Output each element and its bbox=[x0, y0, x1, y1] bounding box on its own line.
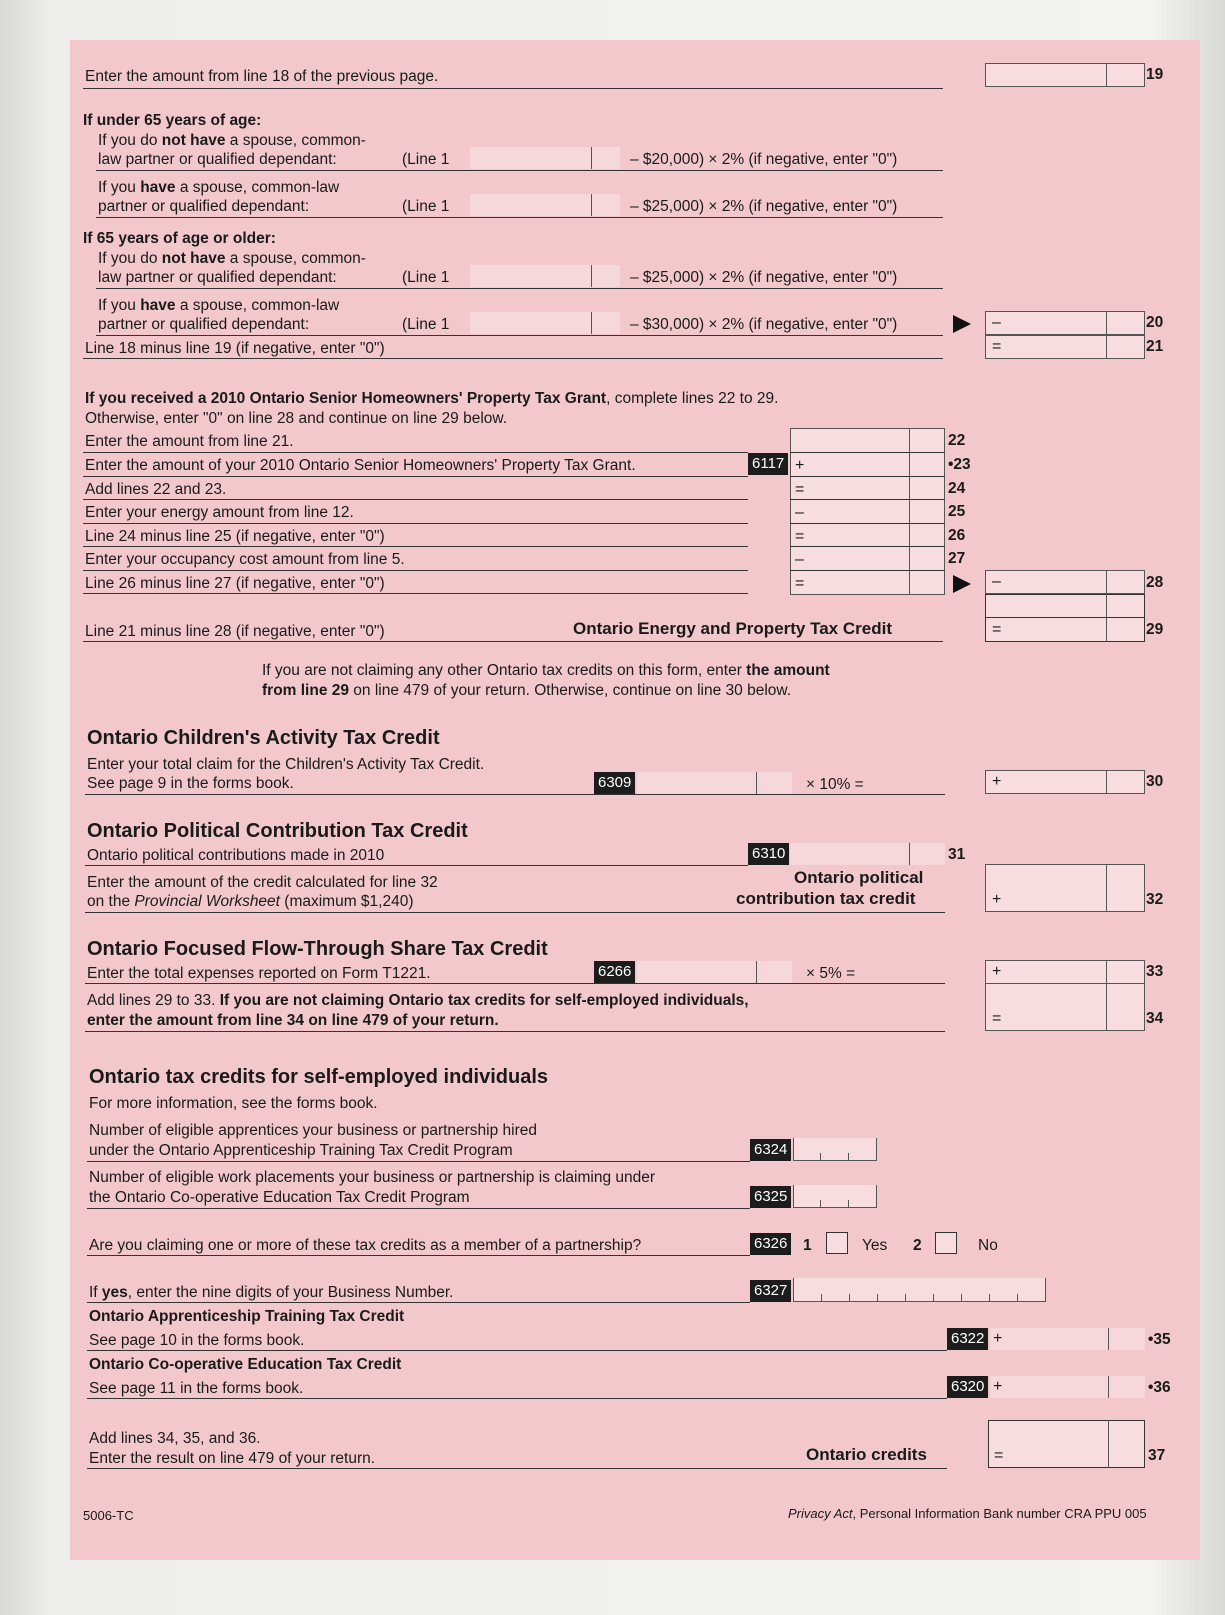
line-34-label-line1: Add lines 29 to 33. If you are not claiming Ontario tax credits for self-employed individuals, bbox=[87, 992, 749, 1009]
equals-sign: = bbox=[992, 338, 1002, 355]
business-number-field[interactable] bbox=[793, 1278, 1046, 1302]
equals-sign: = bbox=[994, 1447, 1004, 1464]
over65-nospouse-line2: law partner or qualified dependant: bbox=[98, 269, 337, 286]
over65-spouse-line2: partner or qualified dependant: bbox=[98, 316, 310, 333]
code-6310: 6310 bbox=[748, 843, 789, 865]
line-37-field[interactable] bbox=[988, 1420, 1145, 1468]
code-6324: 6324 bbox=[750, 1139, 791, 1161]
line-35-number: •35 bbox=[1148, 1331, 1171, 1348]
line-29-note-line1: If you are not claiming any other Ontario tax credits on this form, enter the amount bbox=[262, 662, 830, 679]
line-32-label-line1: Enter the amount of the credit calculated for line 32 bbox=[87, 874, 438, 891]
no-checkbox[interactable] bbox=[935, 1232, 957, 1254]
under65-nospouse-line1: If you do not have a spouse, common- bbox=[98, 132, 366, 149]
line-24-label: Add lines 22 and 23. bbox=[85, 481, 227, 498]
self-employed-heading: Ontario tax credits for self-employed individuals bbox=[89, 1066, 548, 1088]
line-36-field[interactable] bbox=[990, 1376, 1145, 1398]
line-27-label: Enter your occupancy cost amount from line 5. bbox=[85, 551, 405, 568]
under65-spouse-paren: (Line 1 bbox=[402, 198, 450, 215]
line-24-sign: = bbox=[795, 481, 805, 498]
political-credit-title-2: contribution tax credit bbox=[736, 889, 916, 908]
plus-sign: + bbox=[992, 891, 1002, 908]
plus-sign: + bbox=[993, 1330, 1003, 1347]
under-65-heading: If under 65 years of age: bbox=[83, 112, 262, 129]
privacy-notice: Privacy Act, Personal Information Bank number CRA PPU 005 bbox=[788, 1506, 1147, 1521]
option-2-label: 2 bbox=[913, 1237, 922, 1254]
under65-nospouse-line1-field[interactable] bbox=[470, 147, 620, 169]
code-6326: 6326 bbox=[750, 1233, 791, 1255]
line-32-number: 32 bbox=[1146, 891, 1164, 908]
line-29-label: Line 21 minus line 28 (if negative, enter "0") bbox=[85, 623, 385, 640]
line-25-sign: – bbox=[795, 504, 804, 521]
partnership-question: Are you claiming one or more of these tax credits as a member of a partnership? bbox=[89, 1237, 642, 1254]
flow-through-heading: Ontario Focused Flow-Through Share Tax Credit bbox=[87, 938, 548, 960]
line-30-field[interactable] bbox=[985, 770, 1145, 794]
line-34-field[interactable] bbox=[985, 983, 1145, 1031]
line-35-field[interactable] bbox=[990, 1328, 1145, 1350]
arrow-right-icon bbox=[953, 575, 971, 593]
equals-sign: = bbox=[992, 621, 1002, 638]
apprentices-line2: under the Ontario Apprenticeship Training Tax Credit Program bbox=[89, 1142, 513, 1159]
line-23-number: •23 bbox=[948, 456, 971, 473]
no-label: No bbox=[978, 1237, 998, 1254]
political-credit-title-1: Ontario political bbox=[794, 868, 924, 887]
line-37-label-line1: Add lines 34, 35, and 36. bbox=[89, 1430, 261, 1447]
line-27-sign: – bbox=[795, 551, 804, 568]
line-29-field[interactable] bbox=[985, 594, 1145, 642]
under65-nospouse-formula: – $20,000) × 2% (if negative, enter "0") bbox=[630, 151, 898, 168]
line-31-field[interactable] bbox=[790, 843, 945, 865]
line-31-number: 31 bbox=[948, 846, 966, 863]
line-26-number: 26 bbox=[948, 527, 966, 544]
line-26-label: Line 24 minus line 25 (if negative, enter "0") bbox=[85, 528, 385, 545]
under65-spouse-line2: partner or qualified dependant: bbox=[98, 198, 310, 215]
apprentices-count-field[interactable] bbox=[793, 1138, 877, 1161]
line-37-label-line2: Enter the result on line 479 of your return. bbox=[89, 1450, 376, 1467]
childrens-activity-line2: See page 9 in the forms book. bbox=[87, 775, 294, 792]
line-29-number: 29 bbox=[1146, 621, 1164, 638]
over65-nospouse-line1: If you do not have a spouse, common- bbox=[98, 250, 366, 267]
line-36-number: •36 bbox=[1148, 1379, 1171, 1396]
line-27-number: 27 bbox=[948, 550, 966, 567]
line-19-number: 19 bbox=[1146, 66, 1164, 83]
code-6117: 6117 bbox=[748, 453, 788, 475]
minus-sign: – bbox=[992, 314, 1001, 331]
plus-sign: + bbox=[993, 1378, 1003, 1395]
childrens-activity-heading: Ontario Children's Activity Tax Credit bbox=[87, 727, 440, 749]
line-34-label-line2: enter the amount from line 34 on line 479 of your return. bbox=[87, 1012, 499, 1029]
over65-spouse-formula: – $30,000) × 2% (if negative, enter "0") bbox=[630, 316, 898, 333]
grant-intro-line2: Otherwise, enter "0" on line 28 and continue on line 29 below. bbox=[85, 410, 508, 427]
coop-credit-title: Ontario Co-operative Education Tax Credit bbox=[89, 1356, 402, 1373]
business-number-label: If yes, enter the nine digits of your Business Number. bbox=[89, 1284, 454, 1301]
line-26-sign: = bbox=[795, 528, 805, 545]
line-29-note-line2: from line 29 on line 479 of your return. Otherwise, continue on line 30 below. bbox=[262, 682, 792, 699]
over65-nospouse-paren: (Line 1 bbox=[402, 269, 450, 286]
line-20-field[interactable] bbox=[985, 311, 1145, 335]
under65-spouse-line1-field[interactable] bbox=[470, 194, 620, 216]
line-25-label: Enter your energy amount from line 12. bbox=[85, 504, 354, 521]
line-28-number: 28 bbox=[1146, 574, 1164, 591]
line-20-number: 20 bbox=[1146, 314, 1164, 331]
line-32-label-line2: on the Provincial Worksheet (maximum $1,240) bbox=[87, 893, 414, 910]
line-34-number: 34 bbox=[1146, 1010, 1164, 1027]
line-30-number: 30 bbox=[1146, 773, 1164, 790]
code-6309: 6309 bbox=[594, 772, 635, 794]
line-23-sign: + bbox=[795, 457, 805, 474]
over65-spouse-paren: (Line 1 bbox=[402, 316, 450, 333]
ontario-credits-title: Ontario credits bbox=[806, 1445, 927, 1464]
code-6266: 6266 bbox=[594, 961, 635, 983]
line-33-number: 33 bbox=[1146, 963, 1164, 980]
flow-through-multiplier: × 5% = bbox=[806, 965, 856, 982]
line-22-label: Enter the amount from line 21. bbox=[85, 433, 294, 450]
line-21-field[interactable] bbox=[985, 335, 1145, 359]
line-28-field[interactable] bbox=[985, 570, 1145, 594]
line-32-field[interactable] bbox=[985, 864, 1145, 912]
yes-checkbox[interactable] bbox=[826, 1232, 848, 1254]
line-19-label: Enter the amount from line 18 of the previous page. bbox=[85, 68, 439, 85]
grant-intro-line1: If you received a 2010 Ontario Senior Homeowners' Property Tax Grant, complete lines 22 to 29. bbox=[85, 390, 779, 407]
political-contribution-heading: Ontario Political Contribution Tax Credit bbox=[87, 820, 468, 842]
line-28-sign: = bbox=[795, 575, 805, 592]
code-6327: 6327 bbox=[750, 1280, 791, 1302]
plus-sign: + bbox=[992, 963, 1002, 980]
under65-spouse-formula: – $25,000) × 2% (if negative, enter "0") bbox=[630, 198, 898, 215]
over65-spouse-line1-field[interactable] bbox=[470, 312, 620, 334]
line-24-number: 24 bbox=[948, 480, 966, 497]
self-employed-info: For more information, see the forms book. bbox=[89, 1095, 378, 1112]
line-31-label: Ontario political contributions made in 2010 bbox=[87, 847, 385, 864]
childrens-activity-multiplier: × 10% = bbox=[806, 776, 864, 793]
apprenticeship-credit-title: Ontario Apprenticeship Training Tax Credit bbox=[89, 1308, 405, 1325]
work-placements-line1: Number of eligible work placements your business or partnership is claiming under bbox=[89, 1169, 656, 1186]
line-6309-field[interactable] bbox=[637, 772, 792, 794]
line-19-field[interactable] bbox=[985, 63, 1145, 87]
code-6325: 6325 bbox=[750, 1186, 791, 1208]
form-number: 5006-TC bbox=[83, 1508, 134, 1523]
line-22-number: 22 bbox=[948, 432, 966, 449]
line-36-label: See page 11 in the forms book. bbox=[89, 1380, 304, 1397]
over65-spouse-line1: If you have a spouse, common-law bbox=[98, 297, 340, 314]
work-placements-line2: the Ontario Co-operative Education Tax Credit Program bbox=[89, 1189, 470, 1206]
under65-spouse-line1: If you have a spouse, common-law bbox=[98, 179, 340, 196]
line-33-label: Enter the total expenses reported on Form T1221. bbox=[87, 965, 431, 982]
work-placements-count-field[interactable] bbox=[793, 1185, 877, 1208]
minus-sign: – bbox=[992, 573, 1001, 590]
apprentices-line1: Number of eligible apprentices your business or partnership hired bbox=[89, 1122, 538, 1139]
under65-nospouse-line2: law partner or qualified dependant: bbox=[98, 151, 337, 168]
over-65-heading: If 65 years of age or older: bbox=[83, 230, 276, 247]
line-35-label: See page 10 in the forms book. bbox=[89, 1332, 305, 1349]
line-21-label: Line 18 minus line 19 (if negative, enter "0") bbox=[85, 340, 385, 357]
yes-label: Yes bbox=[862, 1237, 888, 1254]
line-25-number: 25 bbox=[948, 503, 966, 520]
line-21-number: 21 bbox=[1146, 338, 1164, 355]
arrow-right-icon bbox=[953, 315, 971, 333]
code-6322: 6322 bbox=[947, 1328, 988, 1350]
line-28-label: Line 26 minus line 27 (if negative, enter "0") bbox=[85, 575, 385, 592]
line-6266-field[interactable] bbox=[637, 961, 792, 983]
plus-sign: + bbox=[992, 773, 1002, 790]
line-29-credit-title: Ontario Energy and Property Tax Credit bbox=[573, 619, 892, 638]
code-6320: 6320 bbox=[947, 1376, 988, 1398]
equals-sign: = bbox=[992, 1010, 1002, 1027]
childrens-activity-line1: Enter your total claim for the Children's Activity Tax Credit. bbox=[87, 756, 485, 773]
over65-nospouse-formula: – $25,000) × 2% (if negative, enter "0") bbox=[630, 269, 898, 286]
line-33-field[interactable] bbox=[985, 960, 1145, 984]
over65-nospouse-line1-field[interactable] bbox=[470, 265, 620, 287]
under65-nospouse-paren: (Line 1 bbox=[402, 151, 450, 168]
line-23-label: Enter the amount of your 2010 Ontario Senior Homeowners' Property Tax Grant. bbox=[85, 457, 636, 474]
line-37-number: 37 bbox=[1148, 1447, 1166, 1464]
option-1-label: 1 bbox=[803, 1237, 812, 1254]
